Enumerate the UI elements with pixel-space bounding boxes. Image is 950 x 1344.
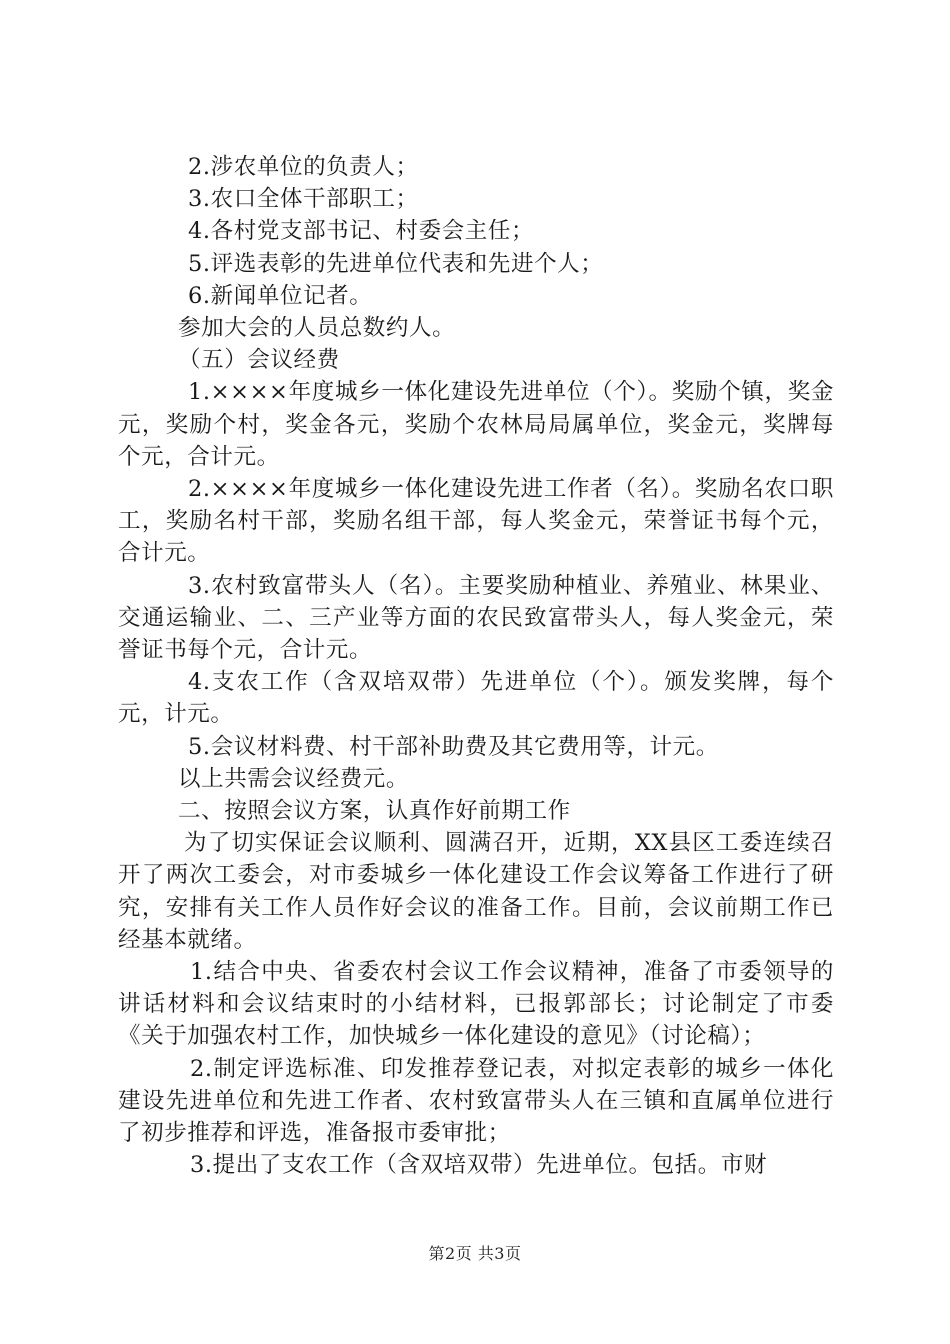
paragraph-attendee-2: 2.涉农单位的负责人； — [188, 154, 419, 180]
section-heading-preparation: 二、按照会议方案，认真作好前期工作 — [178, 798, 571, 825]
paragraph-preparation-intro: 为了切实保证会议顺利、圆满召开，近期，XX县区工委连续召开了两次工委会，对市委城乡一体化建设工作会议筹备工作进行了研究，安排有关工作人员作好会议的准备工作。目前，会议前期工作已经基本就绪。 — [118, 830, 834, 953]
paragraph-attendee-5: 5.评选表彰的先进单位代表和先进个人； — [188, 250, 604, 277]
paragraph-attendee-3: 3.农口全体干部职工； — [188, 186, 419, 213]
page-footer — [0, 1244, 950, 1264]
paragraph-budget-total: 以上共需会议经费元。 — [178, 765, 410, 792]
document-body — [118, 151, 834, 1182]
paragraph-attendee-6: 6.新闻单位记者。 — [188, 282, 373, 309]
paragraph-preparation-1: 1.结合中央、省委农村会议工作会议精神，准备了市委领导的讲话材料和会议结束时的小结材料，已报郭部长；讨论制定了市委《关于加强农村工作，加快城乡一体化建设的意见》（讨论稿）； — [118, 959, 834, 1050]
paragraph-budget-1: 1.××××年度城乡一体化建设先进单位（个）。奖励个镇，奖金元，奖励个村，奖金各元，奖励个农林局局属单位，奖金元，奖牌每个元，合计元。 — [118, 379, 834, 470]
page-number-label: 第2页 共3页 — [428, 1244, 522, 1263]
paragraph-preparation-2: 2.制定评选标准、印发推荐登记表，对拟定表彰的城乡一体化建设先进单位和先进工作者、农村致富带头人在三镇和直属单位进行了初步推荐和评选，准备报市委审批； — [118, 1055, 834, 1147]
section-heading-meeting-budget: （五）会议经费 — [178, 347, 340, 374]
paragraph-budget-4: 4.支农工作（含双培双带）先进单位（个）。颁发奖牌，每个元，计元。 — [118, 669, 834, 728]
paragraph-budget-3: 3.农村致富带头人（名）。主要奖励种植业、养殖业、林果业、交通运输业、二、三产业等方面的农民致富带头人，每人奖金元，荣誉证书每个元，合计元。 — [118, 572, 834, 664]
paragraph-attendee-4: 4.各村党支部书记、村委会主任； — [188, 218, 535, 245]
paragraph-budget-2: 2.××××年度城乡一体化建设先进工作者（名）。奖励名农口职工，奖励名村干部，奖励名组干部，每人奖金元，荣誉证书每个元，合计元。 — [118, 476, 834, 567]
paragraph-preparation-3: 3.提出了支农工作（含双培双带）先进单位。包括。市财 — [190, 1152, 768, 1179]
paragraph-budget-5: 5.会议材料费、村干部补助费及其它费用等，计元。 — [188, 733, 719, 760]
paragraph-attendee-total: 参加大会的人员总数约人。 — [178, 315, 456, 342]
